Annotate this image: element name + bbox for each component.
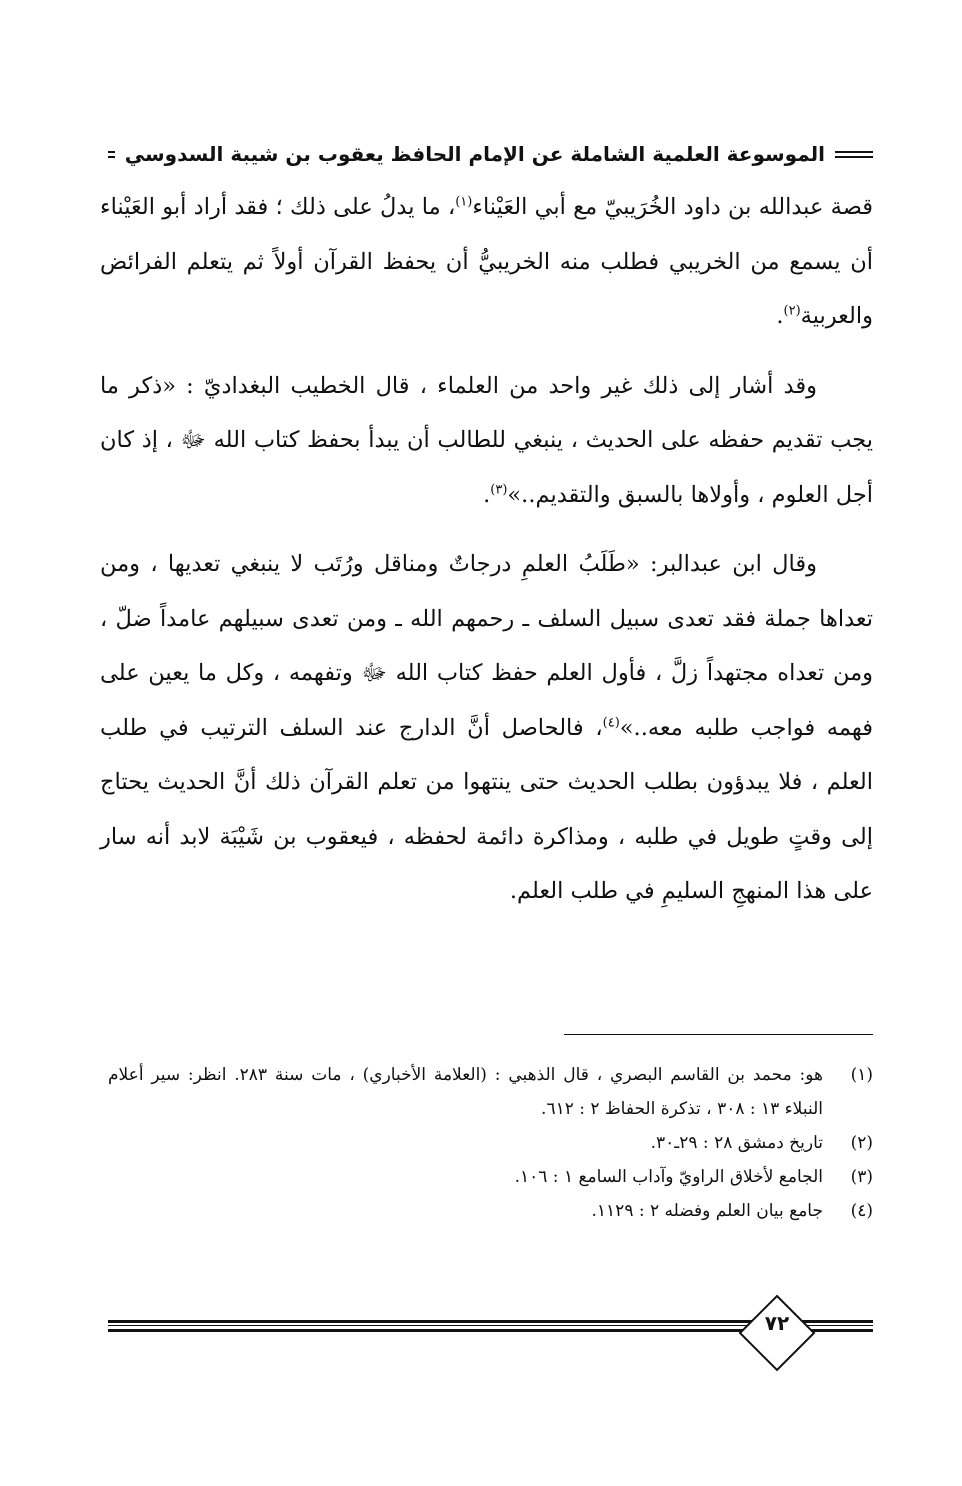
paragraph-1: قصة عبدالله بن داود الخُرَيبيّ مع أبي العَيْناء$^{(١)}$، ما يدلُ على ذلك ؛ فقد أراد أبو العَيْناء أن يسمع من الخريبي فطلب منه الخريبيُّ أن يحفظ القرآن أولاً ثم يتعلم الفرائض والعربية$^{(٢)}$.: [100, 194, 873, 329]
header-title: الموسوعة العلمية الشاملة عن الإمام الحافظ يعقوب بن شيبة السدوسي: [124, 142, 825, 166]
main-text: [100, 180, 873, 934]
footnote-ref-2[interactable]: (٢): [783, 303, 801, 319]
footnote-ref-4[interactable]: (٤): [602, 715, 620, 730]
footnote-number: (٢): [850, 1133, 873, 1153]
footnote-1: [108, 1058, 873, 1126]
paragraph-3: وقال ابن عبدالبر: «طَلَبُ العلمِ درجاتٌ ومناقل ورُتَب لا ينبغي تعديها ، ومن تعداها جملة فقد تعدى سبيل السلف ـ رحمهم الله ـ ومن تعدى سبيلهم عامداً ضلّ ، ومن تعداه مجتهداً زلَّ ، فأول العلم حفظ كتاب الله ﷻ وتفهمه ، وكل ما يعين على فهمه فواجب طلبه معه..»$^{(٤)}$، فالحاصل أنَّ الدارج عند السلف الترتيب في طلب العلم ، فلا يبدؤون بطلب الحديث حتى ينتهوا من تعلم القرآن ذلك أنَّ الحديث يحتاج إلى وقتٍ طويل في طلبه ، ومذاكرة دائمة لحفظه ، فيعقوب بن شَيْبَة لابد أنه سار على هذا المنهجِ السليمِ في طلب العلم.: [100, 551, 873, 904]
footnote-ref-1[interactable]: (١): [455, 194, 473, 210]
footnote-text: الجامع لأخلاق الراويّ وآداب السامع ١ : ١٠٦.: [514, 1167, 823, 1187]
footnote-3: [108, 1160, 873, 1194]
footnote-text: هو: محمد بن القاسم البصري ، قال الذهبي : (العلامة الأخباري) ، مات سنة ٢٨٣. انظر: سير أعلام النبلاء ١٣ : ٣٠٨ ، تذكرة الحفاظ ٢ : ٦١٢.: [108, 1065, 823, 1119]
footnote-number: (٤): [850, 1201, 873, 1221]
footnote-2: [108, 1126, 873, 1160]
header-rule-left: [108, 151, 115, 158]
header-rule-right: [835, 151, 873, 158]
running-header: [108, 134, 873, 174]
footnote-text: تاريخ دمشق ٢٨ : ٢٩ـ٣٠.: [650, 1133, 823, 1153]
page-number: ٧٢: [764, 1311, 790, 1335]
footnote-text: جامع بيان العلم وفضله ٢ : ١١٢٩.: [591, 1201, 823, 1221]
footnote-number: (١): [850, 1065, 873, 1085]
footnote-number: (٣): [850, 1167, 873, 1187]
footnote-ref-3[interactable]: (٣): [490, 482, 508, 497]
paragraph-2: وقد أشار إلى ذلك غير واحد من العلماء ، قال الخطيب البغداديّ : «ذكر ما يجب تقديم حفظه على الحديث ، ينبغي للطالب أن يبدأ بحفظ كتاب الله ﷻ ، إذ كان أجل العلوم ، وأولاها بالسبق والتقديم..»$^{(٣)}$.: [100, 372, 873, 508]
footnote-separator: [564, 1034, 873, 1035]
footnotes: [108, 1058, 873, 1228]
footnote-4: [108, 1194, 873, 1228]
